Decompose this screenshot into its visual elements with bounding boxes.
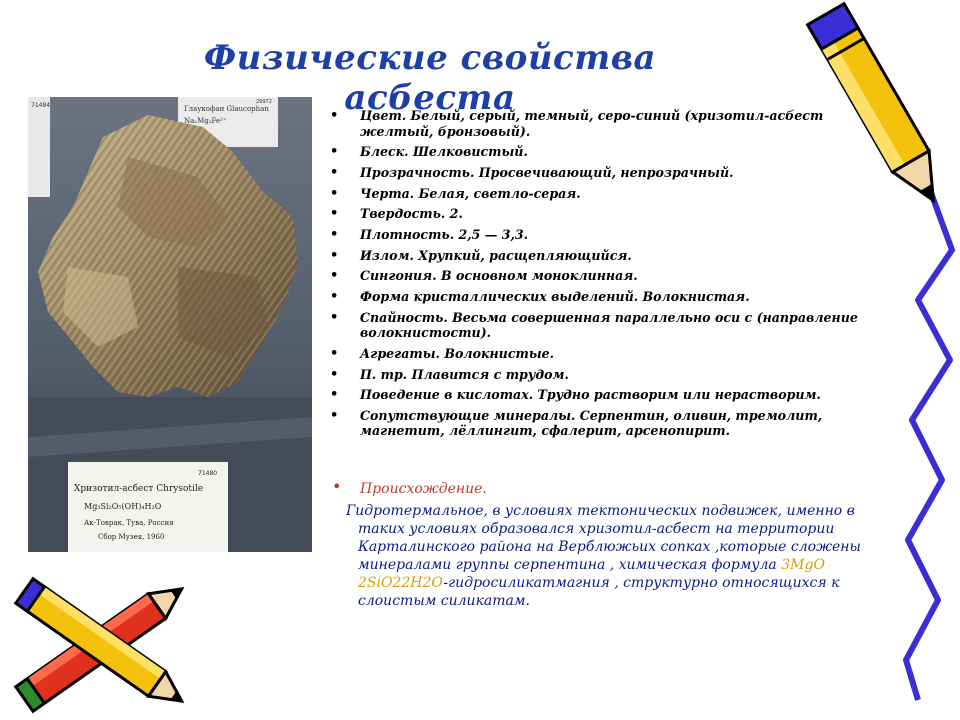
bullet-icon: • bbox=[330, 164, 339, 180]
properties-list bbox=[328, 108, 876, 444]
photo-top-label-formula: Na₂Mg₃Fe²⁺ bbox=[184, 117, 227, 125]
photo-top-label-number: 71484 bbox=[31, 102, 51, 109]
photo-top-label-name: Глаукофан Glaucophan bbox=[184, 105, 269, 113]
slide-title: Физические свойства асбеста bbox=[203, 38, 657, 118]
bullet-icon: • bbox=[330, 345, 339, 361]
bullet-icon: • bbox=[330, 387, 339, 403]
bullet-icon: • bbox=[330, 185, 339, 201]
list-item: • Агрегаты. Волокнистые. bbox=[330, 345, 555, 361]
bullet-icon: • bbox=[330, 144, 339, 160]
photo-bottom-label-formula: Mg₃Si₂O₅(OH)₄H₂O bbox=[84, 502, 162, 511]
bullet-icon: • bbox=[332, 477, 342, 496]
list-item: • Поведение в кислотах. Трудно растворим или нерастворим. bbox=[330, 387, 821, 403]
list-item: • Форма кристаллических выделений. Волокнистая. bbox=[330, 289, 750, 304]
crossed-pencils-decoration bbox=[0, 570, 210, 720]
mineral-photo bbox=[28, 97, 312, 552]
chemical-formula: 3MgO 2SiO22H2O bbox=[358, 557, 825, 591]
list-item: • Цвет. Белый, серый, темный, серо-синий (хризотил-асбест желтый, бронзовый). bbox=[330, 108, 824, 139]
photo-bottom-label-locality: Ак-Товрак, Тува, Россия bbox=[84, 519, 174, 527]
origin-text: Гидротермальное, в условиях тектонических подвижек, именно в таких условиях образовался хризотил-асбест на территории Карталинского района на Верблюжьих сопках ,которые сложены минералами группы серпентина , химическая формула 3MgO 2SiO22H2O-гидросиликатмагния , структурно относящихся к слоистым силикатам. bbox=[346, 503, 861, 609]
zigzag-line-icon bbox=[906, 190, 952, 700]
list-item: • Твердость. 2. bbox=[330, 206, 463, 222]
bullet-icon: • bbox=[330, 206, 339, 222]
bullet-icon: • bbox=[330, 407, 339, 423]
list-item: • Излом. Хрупкий, расщепляющийся. bbox=[330, 247, 632, 263]
bullet-icon: • bbox=[330, 268, 339, 284]
list-item: • Прозрачность. Просвечивающий, непрозрачный. bbox=[330, 164, 734, 180]
origin-heading: • Происхождение. bbox=[332, 477, 487, 497]
photo-bottom-label-note: Сбор Музея, 1960 bbox=[98, 533, 165, 541]
pencil-icon bbox=[808, 4, 952, 211]
list-item: • Блеск. Шелковистый. bbox=[330, 144, 528, 160]
photo-bottom-label-name: Хризотил-асбест Chrysotile bbox=[74, 484, 204, 494]
asbestos-sample-image bbox=[28, 97, 312, 552]
bullet-icon: • bbox=[330, 226, 339, 242]
photo-bottom-label-number: 71480 bbox=[198, 470, 218, 477]
photo-top-label-number2: 29972 bbox=[256, 99, 272, 105]
pencil-zigzag-decoration bbox=[800, 0, 960, 720]
list-item: • Спайность. Весьма совершенная параллельно оси с (направление волокнистости). bbox=[330, 309, 858, 341]
bullet-icon: • bbox=[330, 366, 339, 382]
bullet-icon: • bbox=[330, 289, 339, 304]
bullet-icon: • bbox=[330, 309, 339, 325]
list-item: • Сингония. В основном моноклинная. bbox=[330, 268, 638, 284]
list-item: • Черта. Белая, светло-серая. bbox=[330, 185, 581, 201]
bullet-icon: • bbox=[330, 108, 339, 123]
bullet-icon: • bbox=[330, 247, 339, 263]
list-item: • Плотность. 2,5 — 3,3. bbox=[330, 226, 529, 242]
list-item: • Сопутствующие минералы. Серпентин, оливин, тремолит, магнетит, лёллингит, сфалерит, арсенопирит. bbox=[330, 407, 823, 439]
list-item: • П. тр. Плавится с трудом. bbox=[330, 366, 569, 382]
